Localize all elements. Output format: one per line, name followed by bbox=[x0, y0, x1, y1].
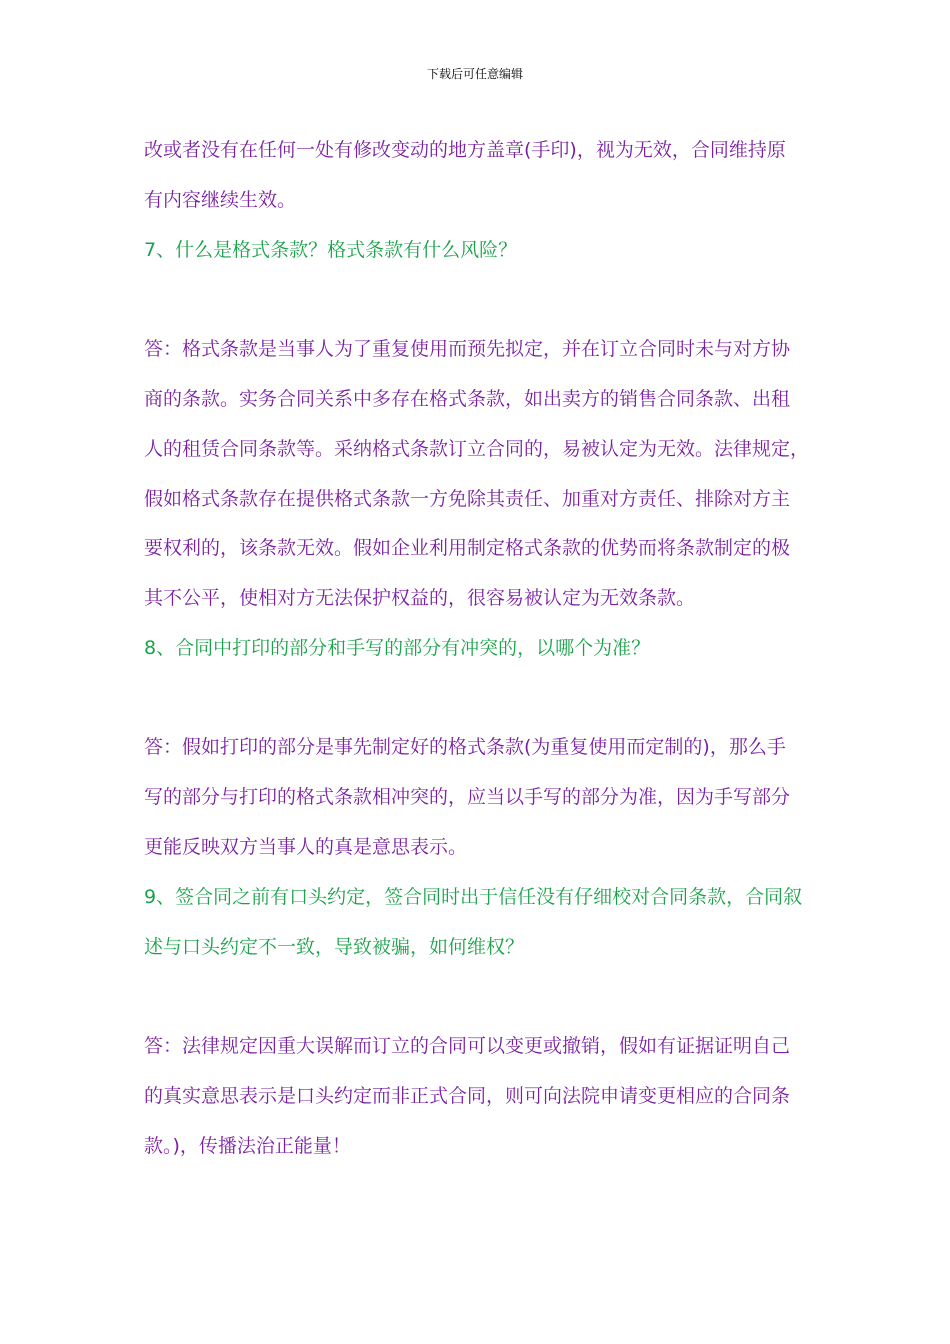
text-line: 假如格式条款存在提供格式条款一方免除其责任、加重对方责任、排除对方主 bbox=[144, 488, 791, 510]
text-line: 的真实意思表示是口头约定而非正式合同，则可向法院申请变更相应的合同条 bbox=[144, 1085, 791, 1107]
text-line: 改或者没有在任何一处有修改变动的地方盖章(手印)，视为无效，合同维持原 bbox=[144, 139, 786, 161]
text-line: 答：法律规定因重大误解而订立的合同可以变更或撤销，假如有证据证明自己 bbox=[144, 1035, 791, 1057]
question-heading-8: 8、合同中打印的部分和手写的部分有冲突的，以哪个为准？ bbox=[144, 637, 651, 659]
text-line: 款。)，传播法治正能量！ bbox=[144, 1135, 351, 1157]
page-header: 下载后可任意编辑 bbox=[426, 67, 523, 81]
text-line: 有内容继续生效。 bbox=[144, 189, 297, 211]
text-line: 人的租赁合同条款等。采纳格式条款订立合同的，易被认定为无效。法律规定， bbox=[144, 438, 810, 460]
text-line: 答：假如打印的部分是事先制定好的格式条款(为重复使用而定制的)，那么手 bbox=[144, 736, 786, 758]
question-heading-7: 7、什么是格式条款？格式条款有什么风险？ bbox=[144, 239, 518, 261]
text-line: 更能反映双方当事人的真是意思表示。 bbox=[144, 836, 468, 858]
text-line: 答：格式条款是当事人为了重复使用而预先拟定，并在订立合同时未与对方协 bbox=[144, 338, 791, 360]
text-line: 要权利的，该条款无效。假如企业利用制定格式条款的优势而将条款制定的极 bbox=[144, 537, 791, 559]
text-line: 写的部分与打印的格式条款相冲突的，应当以手写的部分为准，因为手写部分 bbox=[144, 786, 791, 808]
question-heading-9: 9、签合同之前有口头约定，签合同时出于信任没有仔细校对合同条款，合同叙 bbox=[144, 886, 803, 908]
question-heading-9-cont: 述与口头约定不一致，导致被骗，如何维权？ bbox=[144, 936, 525, 958]
text-line: 商的条款。实务合同关系中多存在格式条款，如出卖方的销售合同条款、出租 bbox=[144, 388, 791, 410]
text-line: 其不公平，使相对方无法保护权益的，很容易被认定为无效条款。 bbox=[144, 587, 696, 609]
